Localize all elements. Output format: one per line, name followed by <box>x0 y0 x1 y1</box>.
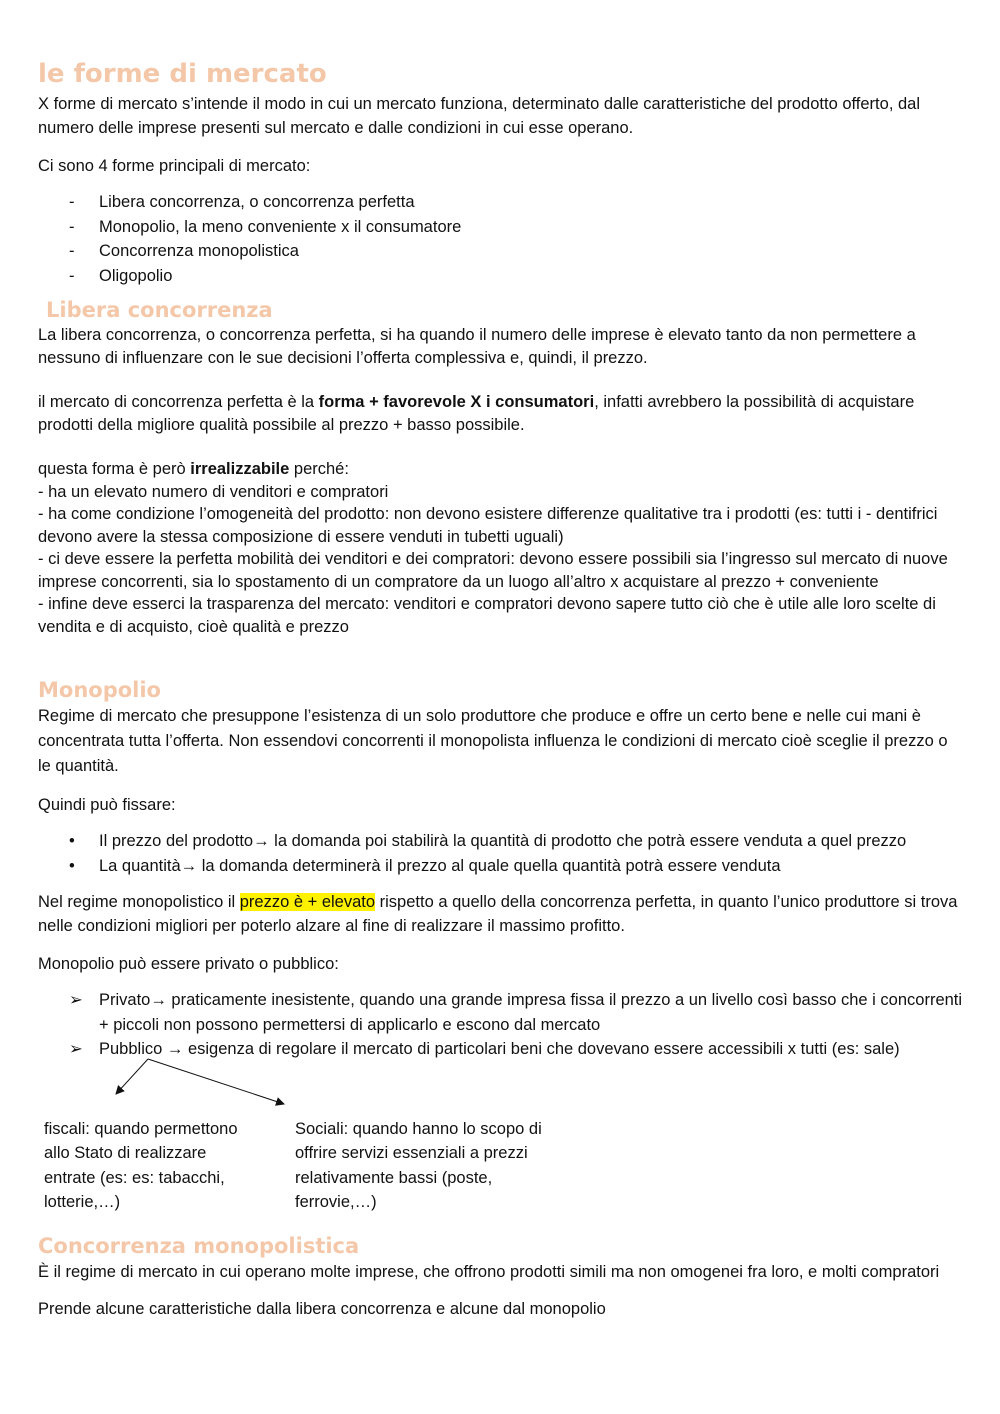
arrow-bullet-icon: ➢ <box>69 1040 83 1058</box>
section-heading-concorrenza-monopolistica: Concorrenza monopolistica <box>38 1233 360 1258</box>
list-item: • La quantità→ la domanda determinerà il prezzo al quale quella quantità potrà essere venduta <box>69 856 781 875</box>
concorrenza-paragraph-1: È il regime di mercato in cui operano molte imprese, che offrono prodotti simili ma non omogenei fra loro, e molti compratori <box>38 1262 940 1281</box>
list-item: ➢ Privato→ praticamente inesistente, quando una grande impresa fissa il prezzo a un livello così basso che i concorrenti + piccoli non possono permettersi di applicarlo e escono dal mercato <box>38 988 963 1037</box>
highlighted-text: prezzo è + elevato <box>239 893 376 911</box>
section-heading-libera: Libera concorrenza <box>46 298 273 322</box>
libera-paragraph-2: il mercato di concorrenza perfetta è la forma + favorevole X i consumatori, infatti avrebbero la possibilità di acquistare prodotti della migliore qualità possibile al prezzo + basso possibile. <box>38 393 915 434</box>
monopolio-paragraph-3: Nel regime monopolistico il prezzo è + elevato rispetto a quello della concorrenza perfetta, in quanto l’unico produttore si trova nelle condizioni migliori per poterlo alzare al fine di realizzare il massimo profitto. <box>38 893 958 935</box>
diagram-area <box>38 1062 963 1222</box>
list-item: ➢ Pubblico → esigenza di regolare il mercato di particolari beni che dovevano essere accessibili x tutti (es: sale) <box>38 1037 963 1062</box>
monopolio-paragraph-4: Monopolio può essere privato o pubblico: <box>38 955 339 973</box>
fix-list <box>38 829 963 878</box>
monopolio-paragraph-1: Regime di mercato che presuppone l’esistenza di un solo produttore che produce e offre un certo bene e nelle cui mani è concentrata tutta l’offerta. Non essendovi concorrenti il monopolista influenza le condizioni di mercato cioè sceglie il prezzo o le quantità. <box>38 707 948 775</box>
sociali-box: Sociali: quando hanno lo scopo di offrire servizi essenziali a prezzi relativamente bassi (poste, ferrovie,…) <box>295 1119 542 1211</box>
arrow-to-fiscali <box>116 1059 148 1094</box>
page-title: le forme di mercato <box>38 59 327 89</box>
intro-paragraph: X forme di mercato s’intende il modo in cui un mercato funziona, determinato dalle caratteristiche del prodotto offerto, dal numero delle imprese presenti sul mercato e dalle condizioni in cui esse operano. <box>38 95 921 137</box>
list-item: - Oligopolio <box>69 266 173 285</box>
branch-arrows <box>108 1054 408 1114</box>
reason-item: - infine deve esserci la trasparenza del mercato: venditori e compratori devono sapere tutto ciò che è utile alle loro scelte di vendita e di acquisto, cioè qualità e prezzo <box>38 595 936 636</box>
forms-list <box>38 190 963 288</box>
arrow-to-sociali <box>148 1059 284 1104</box>
document-page <box>38 50 963 1321</box>
list-item: - Concorrenza monopolistica <box>69 242 299 260</box>
monopolio-paragraph-2: Quindi può fissare: <box>38 796 176 814</box>
reason-item: - ha come condizione l’omogeneità del prodotto: non devono esistere differenze qualitative tra i prodotti (es: tutti i - dentifrici devono avere la stessa composizione di essere venduti in tubetti uguali) <box>38 505 938 546</box>
concorrenza-paragraph-2: Prende alcune caratteristiche dalla libera concorrenza e alcune dal monopolio <box>38 1299 606 1318</box>
arrow-bullet-icon: ➢ <box>69 991 83 1009</box>
list-item: - Libera concorrenza, o concorrenza perfetta <box>69 193 415 211</box>
list-item: • Il prezzo del prodotto→ la domanda poi stabilirà la quantità di prodotto che potrà essere venduta a quel prezzo <box>69 832 907 850</box>
reason-item: - ci deve essere la perfetta mobilità dei venditori e dei compratori: devono essere possibili sia l’ingresso sul mercato di nuove imprese concorrenti, sia lo spostamento di un compratore da un luogo all’altro x acquistare al prezzo + conveniente <box>38 550 948 591</box>
forms-intro: Ci sono 4 forme principali di mercato: <box>38 157 311 175</box>
libera-paragraph-1: La libera concorrenza, o concorrenza perfetta, si ha quando il numero delle imprese è elevato tanto da non permettere a nessuno di influenzare con le sue decisioni l’offerta complessiva e, quindi, il prezzo. <box>38 326 916 367</box>
section-heading-monopolio: Monopolio <box>38 678 161 702</box>
libera-paragraph-3: questa forma è però irrealizzabile perché: <box>38 460 349 478</box>
fiscali-box: fiscali: quando permettono allo Stato di realizzare entrate (es: es: tabacchi, lotterie,…) <box>44 1119 238 1211</box>
reason-item: - ha un elevato numero di venditori e compratori <box>38 482 389 501</box>
types-list <box>38 988 963 1062</box>
list-item: - Monopolio, la meno conveniente x il consumatore <box>69 217 462 236</box>
